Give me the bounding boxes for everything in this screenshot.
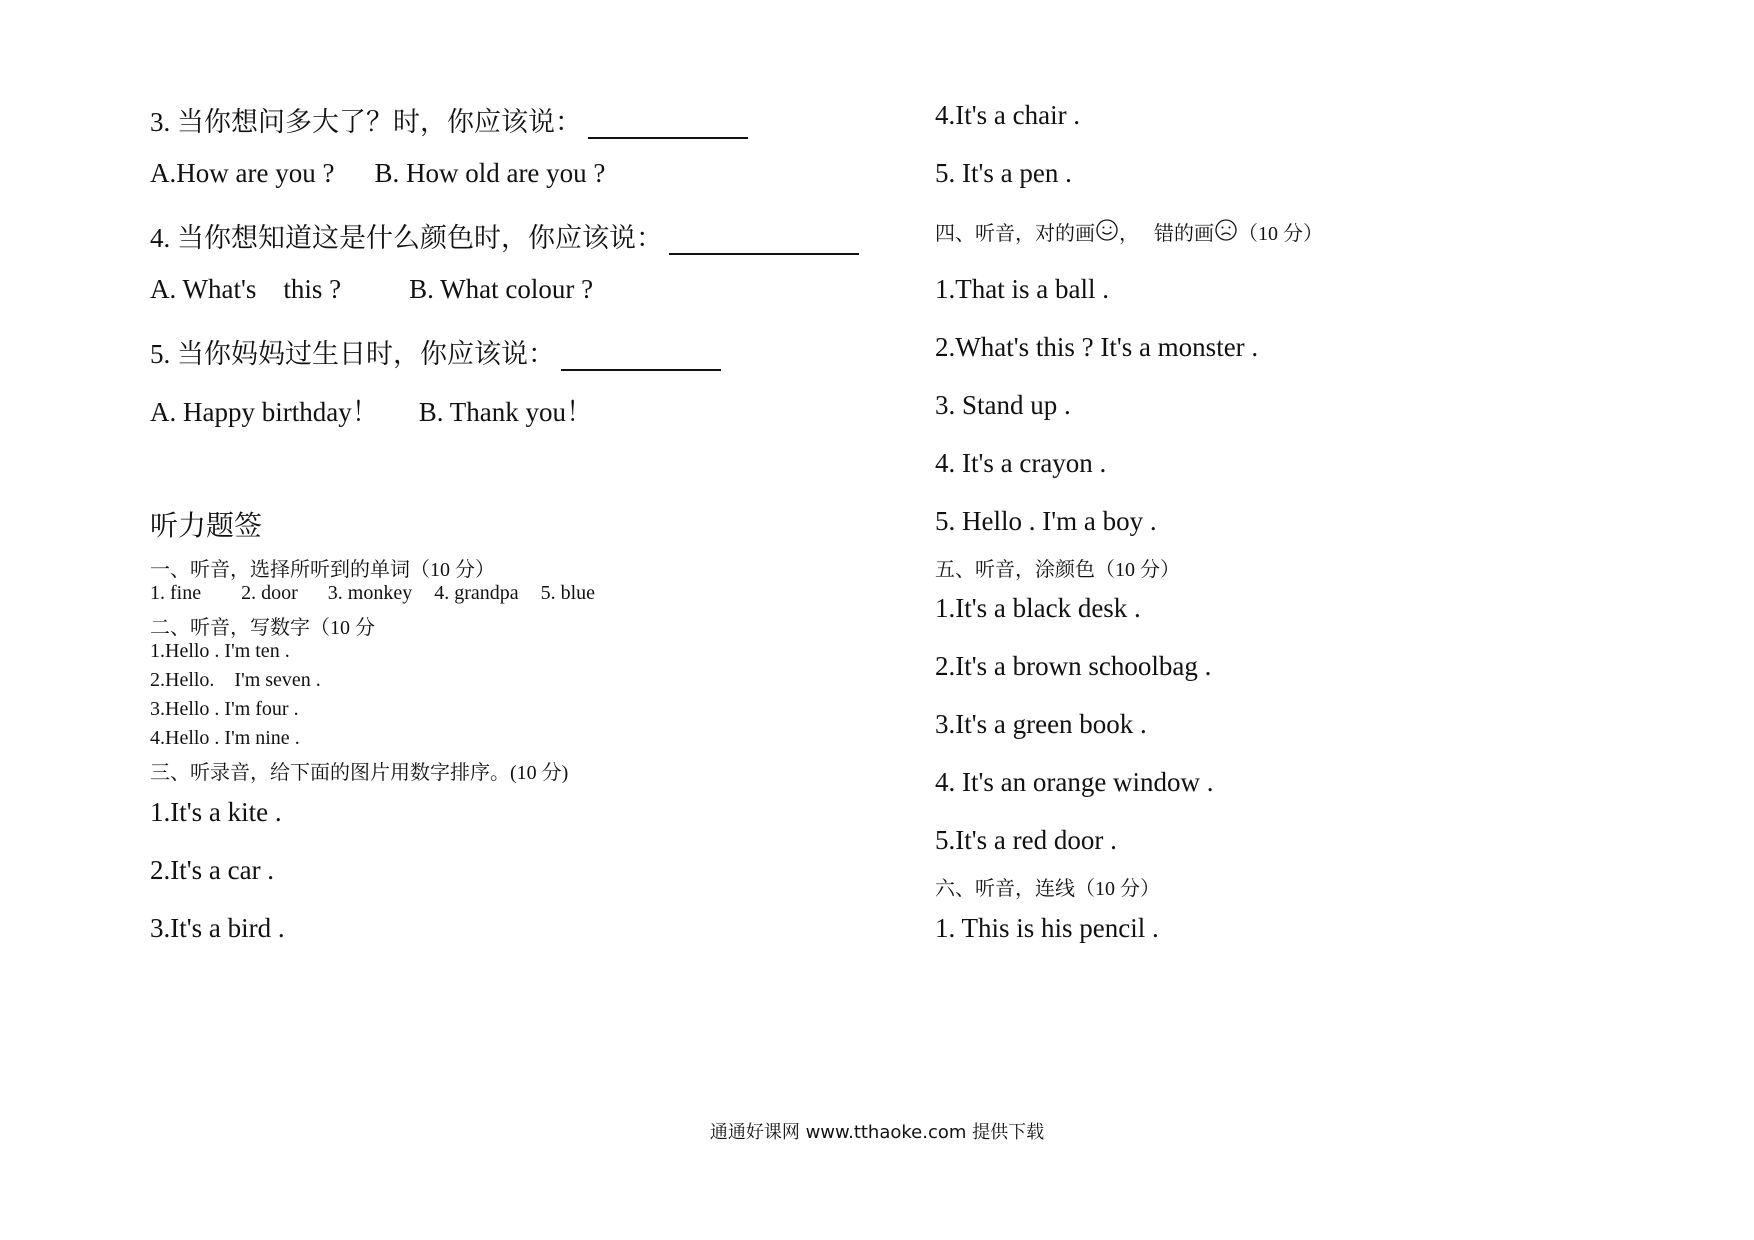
list-item: 4. It's an orange window . [935, 767, 1214, 797]
page-footer: 通通好课网 www.tthaoke.com 提供下载 [709, 1122, 1045, 1143]
smiley-face-icon [1095, 218, 1119, 242]
question-4 [150, 216, 859, 255]
section-6-heading: 六、听音，连线（10 分） [935, 878, 1160, 900]
section-1-heading: 一、听音，选择所听到的单词（10 分） [150, 559, 495, 581]
section-5-heading: 五、听音，涂颜色（10 分） [935, 559, 1180, 581]
question-4-options [150, 274, 593, 305]
word: 4. grandpa [434, 582, 519, 604]
section-1-words [150, 582, 595, 605]
question-3 [150, 100, 748, 139]
listening-title: 听力题签 [150, 511, 263, 542]
list-item: 1.Hello . I'm ten . [150, 640, 290, 662]
answer-blank [669, 227, 859, 255]
section-3-heading: 三、听录音，给下面的图片用数字排序。(10 分) [150, 762, 569, 784]
list-item: 5. Hello . I'm a boy . [935, 506, 1157, 536]
question-3-options [150, 158, 605, 189]
list-item: 1.It's a kite . [150, 797, 282, 827]
list-item: 5. It's a pen . [935, 158, 1072, 188]
section-4-heading-part: （10 分） [1238, 223, 1323, 245]
list-item: 3. Stand up . [935, 390, 1071, 420]
option-b: B. Thank you！ [418, 397, 593, 427]
section-2-heading: 二、听音，写数字（10 分 [150, 617, 375, 639]
list-item: 3.It's a bird . [150, 913, 285, 943]
section-4-heading [935, 217, 1323, 246]
question-3-text: 3. 当你想问多大了？时，你应该说： [150, 107, 582, 137]
option-a: A. What's this ? [150, 274, 342, 304]
list-item: 2.It's a car . [150, 855, 275, 885]
word: 2. door [241, 582, 298, 604]
option-a: A.How are you ? [150, 158, 335, 188]
answer-blank [588, 111, 748, 139]
answer-blank [561, 343, 721, 371]
list-item: 4.It's a chair . [935, 100, 1081, 130]
list-item: 1.It's a black desk . [935, 593, 1141, 623]
question-5-options [150, 390, 593, 429]
list-item: 2.What's this ? It's a monster . [935, 332, 1259, 362]
list-item: 1. This is his pencil . [935, 913, 1159, 943]
question-5-text: 5. 当你妈妈过生日时，你应该说： [150, 339, 555, 369]
section-4-heading-part: 四、听音，对的画 [935, 223, 1095, 245]
word: 5. blue [540, 582, 596, 604]
list-item: 4. It's a crayon . [935, 448, 1107, 478]
list-item: 2.It's a brown schoolbag . [935, 651, 1212, 681]
option-b: B. What colour ? [409, 274, 594, 304]
word: 1. fine [150, 582, 202, 604]
question-5 [150, 332, 721, 371]
option-b: B. How old are you ? [374, 158, 606, 188]
list-item: 1.That is a ball . [935, 274, 1109, 304]
word: 3. monkey [327, 582, 413, 604]
sad-face-icon [1214, 218, 1238, 242]
section-4-heading-part: ， 错的画 [1119, 223, 1214, 245]
list-item: 3.Hello . I'm four . [150, 698, 299, 720]
list-item: 3.It's a green book . [935, 709, 1147, 739]
list-item: 4.Hello . I'm nine . [150, 727, 300, 749]
option-a: A. Happy birthday！ [150, 397, 379, 427]
list-item: 5.It's a red door . [935, 825, 1117, 855]
question-4-text: 4. 当你想知道这是什么颜色时，你应该说： [150, 223, 663, 253]
list-item: 2.Hello. I'm seven . [150, 669, 321, 691]
